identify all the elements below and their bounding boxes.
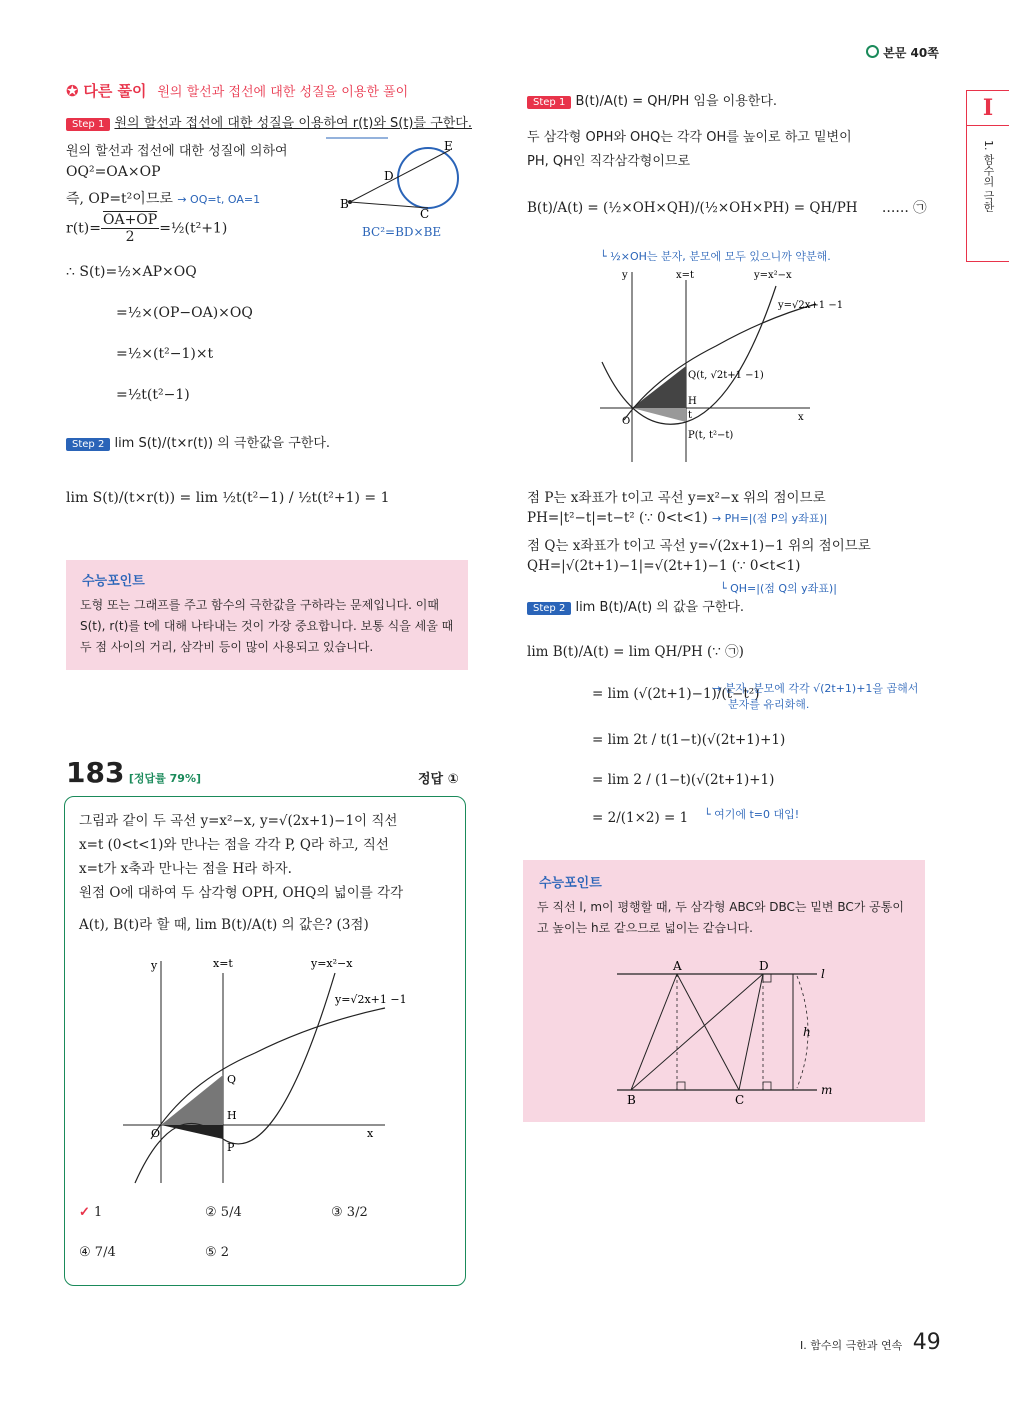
point-box-2: [523, 860, 925, 1122]
side-tab: [966, 90, 1009, 262]
svg-text:m: m: [821, 1083, 833, 1097]
label-c: C: [420, 207, 430, 221]
svg-text:y: y: [622, 270, 628, 281]
svg-text:Q(t, √2t+1 −1): Q(t, √2t+1 −1): [688, 370, 764, 381]
circle-icon: [866, 45, 879, 58]
point-box-2-title: 수능포인트: [539, 876, 602, 891]
problem-line3: x=t가 x축과 만나는 점을 H라 하자.: [79, 861, 292, 877]
svg-text:x: x: [798, 412, 804, 423]
svg-text:t: t: [688, 410, 693, 421]
choice-3[interactable]: ③ 3/2: [331, 1205, 368, 1220]
svg-text:x=t: x=t: [676, 270, 695, 281]
svg-text:y=√2x+1 −1: y=√2x+1 −1: [778, 300, 844, 311]
side-tab-roman: I: [967, 91, 1009, 126]
alt-s4: =½t(t²−1): [116, 387, 190, 403]
svg-text:O: O: [622, 416, 631, 427]
label-b: B: [340, 197, 349, 211]
svg-text:h: h: [803, 1025, 811, 1039]
alt-s2: =½×(OP−OA)×OQ: [116, 305, 253, 321]
right-p3: 점 Q는 x좌표가 t이고 곡선 y=√(2x+1)−1 위의 점이므로: [527, 538, 871, 554]
problem-line5: A(t), B(t)라 할 때, lim B(t)/A(t) 의 값은? (3점): [79, 917, 369, 933]
parallel-diagram: [613, 958, 843, 1108]
choice-2[interactable]: ② 5/4: [205, 1205, 242, 1220]
triangle-oph-r: [632, 408, 686, 422]
alt-line3: 즉, OP=t²이므로 → OQ=t, OA=1: [66, 191, 261, 207]
secant-line: [350, 150, 450, 202]
alt-s3: =½×(t²−1)×t: [116, 346, 214, 362]
footer: I. 함수의 극한과 연속 49: [800, 1330, 941, 1355]
right-l2: PH, QH인 직각삼각형이므로: [527, 154, 691, 169]
label-d: D: [384, 169, 394, 183]
right-eq-a: B(t)/A(t) = (½×OH×QH)/(½×OH×PH) = QH/PH …… ㉠: [527, 200, 927, 216]
page-ref: 본문 40쪽: [866, 44, 939, 61]
choice-5[interactable]: ⑤ 2: [205, 1245, 230, 1260]
svg-text:H: H: [227, 1109, 237, 1122]
right-c1: lim B(t)/A(t) = lim QH/PH (∵ ㉠): [527, 644, 744, 660]
alt-step2: Step 2 lim S(t)/(t×r(t)) 의 극한값을 구한다.: [66, 432, 330, 451]
svg-text:y: y: [151, 959, 158, 972]
problem-box: [64, 796, 466, 1286]
alt-r-eq: r(t)= $\frac{OA+OP}{2}$ =½(t²+1): [66, 212, 228, 245]
circle-caption: BC²=BD×BE: [362, 225, 442, 239]
problem-graph: [115, 953, 405, 1193]
right-graph: [596, 266, 844, 466]
point-box-1-text: 도형 또는 그래프를 주고 함수의 극한값을 구하라는 문제입니다. 이때 S(t), r(t)를 t에 대해 나타내는 것이 가장 중요합니다. 보통 식을 세울 때 두 점 사이의 거리, 삼각비 등이 많이 사용되고 있습니다.: [80, 598, 454, 654]
point-box-1-title: 수능포인트: [82, 574, 145, 589]
side-tab-chapter: 1. 함수의 극한: [982, 140, 995, 213]
svg-text:y=x²−x: y=x²−x: [311, 957, 353, 970]
alt-line2: OQ²=OA×OP: [66, 164, 161, 180]
right-p4: QH=|√(2t+1)−1|=√(2t+1)−1 (∵ 0<t<1): [527, 558, 801, 574]
right-l1: 두 삼각형 OPH와 OHQ는 각각 OH를 높이로 하고 밑변이: [527, 130, 852, 145]
svg-text:P(t, t²−t): P(t, t²−t): [688, 430, 734, 441]
circle: [398, 148, 458, 208]
right-c3: = lim 2t / t(1−t)(√(2t+1)+1): [592, 732, 786, 748]
star-icon: ✪: [66, 82, 79, 100]
svg-text:Q: Q: [227, 1073, 237, 1086]
right-c2: = lim (√(2t+1)−1)/(t−t²): [592, 686, 760, 702]
answer-label: 정답 ①: [418, 772, 459, 787]
svg-text:B: B: [627, 1093, 636, 1107]
svg-text:l: l: [821, 967, 825, 981]
choice-4[interactable]: ④ 7/4: [79, 1245, 116, 1260]
right-c5-note: └ 여기에 t=0 대입!: [704, 808, 800, 821]
problem-line4: 원점 O에 대하여 두 삼각형 OPH, OHQ의 넓이를 각각: [79, 885, 404, 901]
svg-text:C: C: [735, 1093, 745, 1107]
point-box-1: [66, 560, 468, 670]
right-note-a: └ ½×OH는 분자, 분모에 모두 있으니까 약분해.: [600, 250, 831, 263]
right-p4-note: └ QH=|(점 Q의 y좌표)|: [720, 582, 837, 595]
problem-line2: x=t (0<t<1)와 만나는 점을 각각 P, Q라 하고, 직선: [79, 837, 389, 853]
alt-line1: 원의 할선과 접선에 대한 성질에 의하여: [66, 144, 288, 159]
circle-diagram: [300, 130, 470, 245]
right-p2: PH=|t²−t|=t−t² (∵ 0<t<1) → PH=|(점 P의 y좌표)|: [527, 510, 828, 526]
alt-s1: ∴ S(t)=½×AP×OQ: [66, 264, 197, 280]
svg-text:O: O: [151, 1127, 161, 1140]
right-c2-note2: 분자를 유리화해.: [728, 698, 810, 711]
right-c4: = lim 2 / (1−t)(√(2t+1)+1): [592, 772, 775, 788]
label-e: E: [444, 139, 453, 153]
alt-step1: Step 1 원의 할선과 접선에 대한 성질을 이용하여 r(t)와 S(t)를 구한다.: [66, 112, 472, 131]
point-box-2-text: 두 직선 l, m이 평행할 때, 두 삼각형 ABC와 DBC는 밑변 BC가 공통이고 높이는 h로 같으므로 넓이는 같습니다.: [537, 900, 904, 935]
right-p1: 점 P는 x좌표가 t이고 곡선 y=x²−x 위의 점이므로: [527, 490, 826, 506]
alt-title: ✪ 다른 풀이 원의 할선과 접선에 대한 성질을 이용한 풀이: [66, 82, 409, 100]
svg-text:P: P: [227, 1141, 235, 1154]
svg-text:y=x²−x: y=x²−x: [754, 270, 792, 281]
right-c2-note1: → 분자, 분모에 각각 √(2t+1)+1을 곱해서: [712, 682, 919, 695]
triangle-ohq: [161, 1075, 223, 1125]
check-icon: ✓: [79, 1205, 90, 1220]
right-step2: Step 2 lim B(t)/A(t) 의 값을 구한다.: [527, 596, 744, 615]
problem-line1: 그림과 같이 두 곡선 y=x²−x, y=√(2x+1)−1이 직선: [79, 813, 398, 829]
problem-number: 183 [정답률 79%]: [66, 756, 201, 789]
svg-text:A: A: [673, 959, 682, 973]
alt-final: lim S(t)/(t×r(t)) = lim ½t(t²−1) / ½t(t²+1) = 1: [66, 490, 390, 506]
right-step1: Step 1 B(t)/A(t) = QH/PH 임을 이용한다.: [527, 90, 777, 109]
svg-text:H: H: [688, 396, 697, 407]
triangle-ohq-r: [632, 366, 686, 408]
svg-text:y=√2x+1 −1: y=√2x+1 −1: [335, 993, 407, 1006]
svg-text:D: D: [759, 959, 769, 973]
choice-1[interactable]: ✓ 1: [79, 1205, 103, 1220]
right-c5: = 2/(1×2) = 1: [592, 810, 689, 826]
svg-text:x=t: x=t: [213, 957, 233, 970]
svg-text:x: x: [367, 1127, 374, 1140]
